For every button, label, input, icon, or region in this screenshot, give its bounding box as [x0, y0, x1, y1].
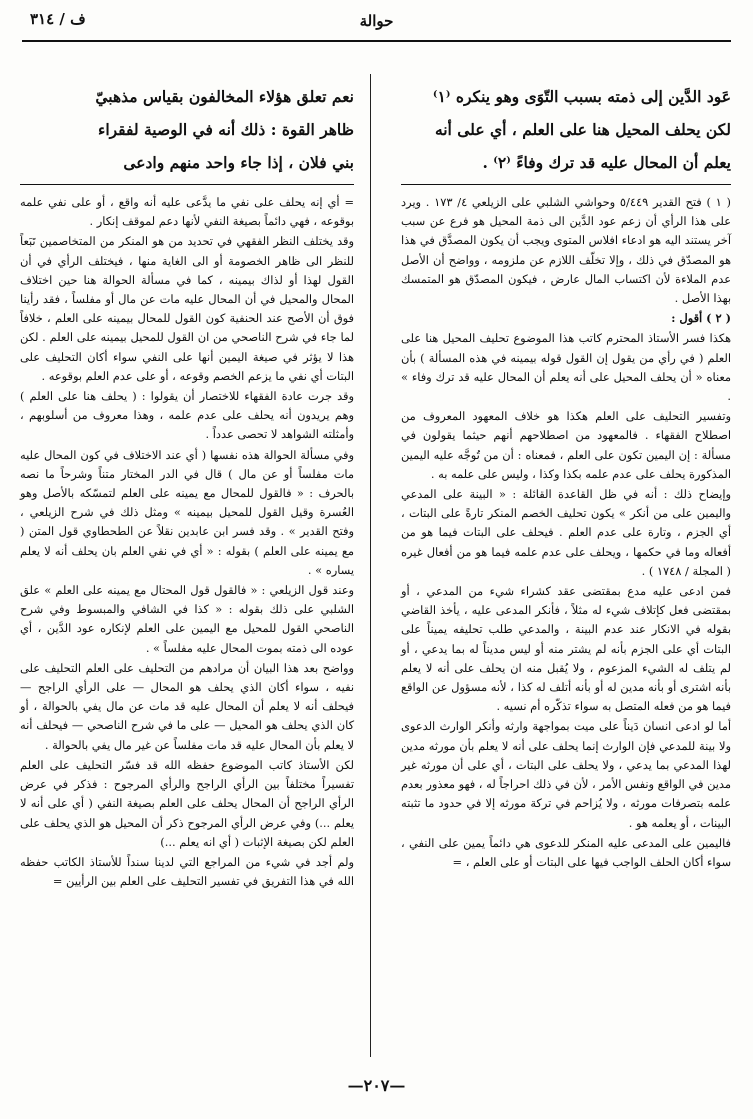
footnote-paragraph: أما لو ادعى انسان دَيناً على ميت بمواجهة وارثه وأنكر الوارث الدعوى ولا بينة للمدعي فإن الوارث إنما يحلف على أنه لا يعلم بأن مورثه مدين لهذا المدعي بما يدعي ، ولا يحلف على البتات ، أي على أن مورثه غير مدين في الواقع ونفس الأمر ، لأن في ذلك احراجاً له ، فهو معذور بعدم علمه بتصرفات مورثه ، ولا يُزاحم في تركة مورثه إلا في حدود ما تثبته البينات ، أو يعلمه هو . — [401, 719, 731, 830]
main-text-line: نعم تعلق هؤلاء المخالفون بقياس مذهبيّ — [95, 87, 354, 106]
right-main-text — [401, 80, 731, 182]
right-footnotes — [401, 193, 731, 873]
footnote-paragraph: وتفسير التحليف على العلم هكذا هو خلاف المعهود المعروف من اصطلاح الفقهاء . فالمعهود من اصطلاحهم أنهم حيثما يقولون في مسألة : إن اليمين تكون على العلم ، فمعناه : أن من تُوجَّه عليه اليمين المذكورة يحلف على عدم علمه بكذا وكذا ، وليس على علمه به . — [401, 409, 731, 481]
page-number: —٢٠٧— — [347, 1076, 406, 1095]
footnote-paragraph: وقد جرت عادة الفقهاء للاختصار أن يقولوا : ( يحلف هنا على العلم ) وهم يريدون أنه يحلف على عدم علمه ، وهذا معروف من أسلوبهم ، وأمثلته الشواهد لا تحصى عدداً . — [20, 389, 354, 442]
column-divider — [370, 74, 371, 1057]
footnote-paragraph: وواضح بعد هذا البيان أن مرادهم من التحليف على العلم التحليف على نفيه ، سواء أكان الذي يحلف هو المحال — على الرأي الراجح — فيحلف أنه لا يعلم أن المحال عليه قد مات عن مال يفي بالحوالة ، أو كان الذي يحلف هو المحيل — على ما في شرح الناصحي — فيحلف أنه لا يعلم بأن المحال عليه قد مات مفلساً عن غير مال يفي بالحوالة . — [20, 660, 354, 752]
footnote-paragraph: هكذا فسر الأستاذ المحترم كاتب هذا الموضوع تحليف المحيل هنا على العلم ( في رأي من يقول إن القول قوله بيمينه في هذه المسألة ) بأن معناه « أن يحلف المحيل على أنه يعلم أن المحال عليه قد ترك وفاء » . — [401, 331, 731, 404]
footnote-separator — [401, 184, 731, 185]
footnote-paragraph: فمن ادعى عليه مدع بمقتضى عقد كشراء شيء من المدعي ، أو بمقتضى فعل كإتلاف شيء له مثلاً ، فأنكر المدعى عليه ، يأخذ القاضي بقوله في الانكار عند عدم البينة ، والمدعي طلب تحليفه يميناً على البتات أي على الجزم بأنه لم يشتر منه أو ليس مديناً له بما يدعي ، أو لم يتلف له الشيء المزعوم ، ولا يُقبل منه ان يحلف على أنه لا يعلم بأنه اشترى أو بأنه مدين له أو بأنه أتلف له كذا ، لأنه مسؤول عن الواقع فيما هو من فعله المتصل به سواء تذكّره أم نسيه . — [401, 584, 731, 714]
running-title: حوالة — [359, 12, 394, 30]
footnote-separator — [20, 184, 354, 185]
footnote-paragraph: لكن الأستاذ كاتب الموضوع حفظه الله قد فسّر التحليف على العلم تفسيراً مختلفاً بين الرأي الراجح والرأي المرجوح : فذكر في عرض الرأي الراجح أن المحال يحلف على العلم بصيغة النفي ( أي على أنه لا يعلم ...) وفي عرض الرأي المرجوح ذكر أن المحيل هو الذي يحلف على العلم لكن بصيغة الإثبات ( أي انه يعلم ...) — [20, 757, 354, 849]
header-rule — [22, 40, 731, 42]
footnote-paragraph: وعند قول الزيلعي : « فالقول قول المحتال مع يمينه على العلم » علق الشلبي على ذلك بقوله : « كذا في الشافي والمبسوط وفي شرح الناصحي القول للمحيل مع اليمين على العلم لإنكاره عود الدَّين ، أي عوده الى ذمته بموت المحال عليه مفلساً » . — [20, 583, 354, 655]
left-footnotes — [20, 193, 354, 892]
footnote-paragraph: ولم أجد في شيء من المراجع التي لدينا سنداً للأستاذ الكاتب حفظه الله في هذا التفريق في تفسير التحليف على العلم بين الرأيين = — [20, 854, 354, 889]
main-text-line: عَود الدَّين إلى ذمته بسبب التّوَى وهو ينكره ⁽١⁾ — [432, 87, 731, 106]
footnote-paragraph: وقد يختلف النظر الفقهي في تحديد من هو المنكر من المتخاصمين تَبَعاً للنظر الى ظاهر الخصومة أو الى الغاية منها ، فيختلف الرأي في أن القول لهذا أو لذاك بيمينه ، كما في مسألة الحوالة هنا حين اختلاف المحال والمحيل في أن المحال عليه مات عن مال أو مفلساً ، فقد رأينا فوق أن الأصح عند الحنفية كون القول للمحال بيمينه على العلم ، خلافاً لما جاء في شرح الناصحي من ان القول للمحيل بيمينه على العلم . لكن هذا لا يؤثر في صيغة اليمين أنها على النفي سواء أكان التحليف على البتات أي نفي ما يزعم الخصم وقوعه ، أو على عدم العلم بوقوعه . — [20, 234, 354, 383]
footnote-heading: ( ٢ ) أقول : — [671, 311, 731, 326]
main-text-line: لكن يحلف المحيل هنا على العلم ، أي على أنه — [434, 120, 731, 139]
footnote-paragraph: وإيضاح ذلك : أنه في ظل القاعدة القائلة : « البينة على المدعي واليمين على من أنكر » يكون تحليف الخصم المنكر تارةً على البتات ، أي الجزم ، وتارة على عدم العلم . فيحلف على البتات فيما هو من أفعاله وما في حكمها ، ويحلف على عدم علمه فيما هو من أفعال غيره ( المجلة / ١٧٤٨ ) . — [401, 487, 731, 578]
footnote-paragraph: ( ١ ) فتح القدير ٥/٤٤٩ وحواشي الشلبي على الزيلعي ٤/ ١٧٣ . ويرد على هذا الرأي أن زعم عود الدَّين الى ذمة المحيل هو فرع عن سبب آخر يستند اليه هو ادعاء افلاس المتوى ويجب أن يكون المصدَّق في هذا هو المصدّق في ذلك ، وإلا تخلّف اللازم عن ملزومه ، وواضح أن الأصل عدم الملاءة لأن اكتساب المال عارض ، فيكون المصدّق هو المتمسك بهذا الأصل . — [401, 195, 731, 306]
left-main-text — [20, 80, 354, 182]
page-reference: ف / ٣١٤ — [30, 10, 86, 28]
main-text-line: بني فلان ، إذا جاء واحد منهم وادعى — [123, 153, 354, 172]
footnote-paragraph: = أي إنه يحلف على نفي ما يدَّعى عليه أنه واقع ، أو على نفي علمه بوقوعه ، فهي دائماً بصيغة النفي لأنها دعم لموقف إنكار . — [20, 195, 354, 229]
footnote-paragraph: وفي مسألة الحوالة هذه نفسها ( أي عند الاختلاف في كون المحال عليه مات مفلساً أو عن مال ) قال في الدر المختار متناً وشرحاً ما نصه بالحرف : « فالقول للمحال مع يمينه على العلم لتمسّكه بالأصل وهو العُسرة وقيل القول للمحيل بيمينه » ومثل ذلك في شرح الزيلعي ، وفتح القدير » . وقد فسر ابن عابدين نقلاً عن الطحطاوي قول المتن ( مع يمينه على العلم ) بقوله : « أي في نفي العلم بان يحلف أنه لا يعلم يساره » . — [20, 447, 354, 577]
main-text-line: يعلم أن المحال عليه قد ترك وفاءً ⁽٢⁾ . — [482, 153, 731, 172]
running-header — [22, 8, 731, 52]
main-text-line: ظاهر القوة : ذلك أنه في الوصية لفقراء — [98, 120, 354, 139]
footnote-paragraph: فاليمين على المدعى عليه المنكر للدعوى هي دائماً يمين على النفي ، سواء أكان الحلف الواجب فيها على البتات أو على العلم ، = — [401, 835, 731, 869]
